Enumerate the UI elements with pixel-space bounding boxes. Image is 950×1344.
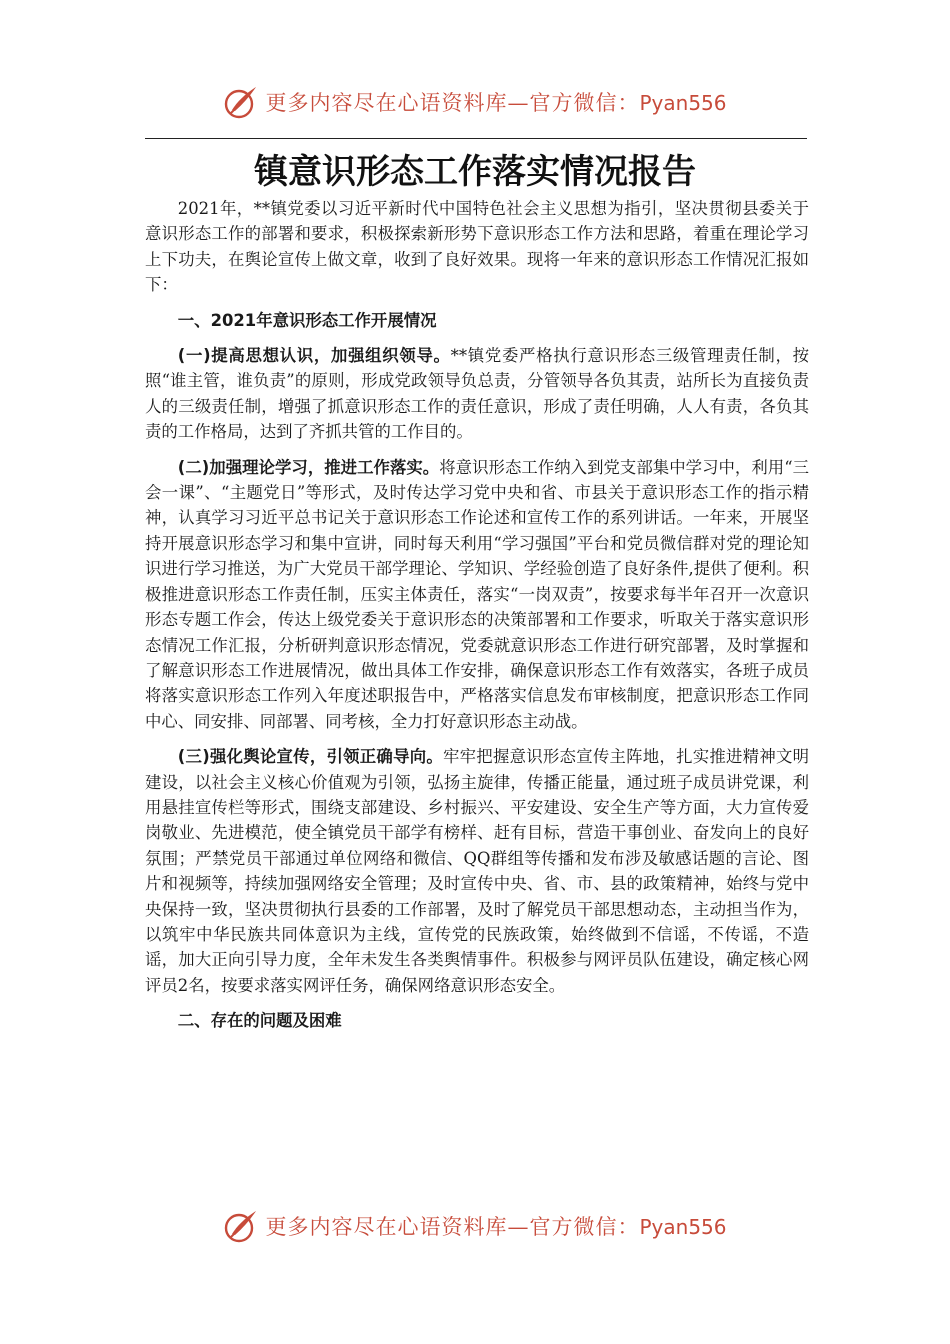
header-divider bbox=[145, 138, 807, 139]
item-paragraph-3 bbox=[145, 744, 809, 998]
banner-text bbox=[265, 1211, 726, 1241]
header-banner bbox=[0, 84, 950, 120]
item-paragraph-1 bbox=[145, 343, 809, 445]
banner-wechat-id: Pyan556 bbox=[639, 1215, 727, 1239]
section-heading-1: 一、2021年意识形态工作开展情况 bbox=[177, 310, 437, 330]
banner-label: 更多内容尽在心语资料库—官方微信： bbox=[265, 1215, 640, 1239]
intro-paragraph: 2021年，**镇党委以习近平新时代中国特色社会主义思想为指引，坚决贯彻县委关于意识形态工作的部署和要求，积极探索新形势下意识形态工作方法和思路，着重在理论学习上下功夫，在舆论宣传上做文章，收到了良好效果。现将一年来的意识形态工作情况汇报如下： bbox=[145, 199, 809, 295]
banner-text bbox=[265, 87, 726, 117]
item-paragraph-2 bbox=[145, 455, 809, 734]
banner-wechat-id: Pyan556 bbox=[639, 91, 727, 115]
section-heading-2: 二、存在的问题及困难 bbox=[177, 1011, 342, 1031]
item-body-3: 牢牢把握意识形态宣传主阵地，扎实推进精神文明建设，以社会主义核心价值观为引领，弘扬主旋律，传播正能量，通过班子成员讲党课，利用悬挂宣传栏等形式，围绕支部建设、乡村振兴、平安建设、安全生产等方面，大力宣传爱岗敬业、先进模范，使全镇党员干部学有榜样、赶有目标，营造干事创业、奋发向上的良好氛围；严禁党员干部通过单位网络和微信、QQ群组等传播和发布涉及敏感话题的言论、图片和视频等，持续加强网络安全管理；及时宣传中央、省、市、县的政策精神，始终与党中央保持一致，坚决贯彻执行县委的工作部署，及时了解党员干部思想动态，主动担当作为，以筑牢中华民族共同体意识为主线，宣传党的民族政策，始终做到不信谣，不传谣，不造谣，加大正向引导力度，全年未发生各类舆情事件。积极参与网评员队伍建设，确定核心网评员2名，按要求落实网评任务，确保网络意识形态安全。 bbox=[145, 747, 810, 995]
item-lead-3: (三)强化舆论宣传，引领正确导向。 bbox=[177, 747, 444, 767]
quill-logo-icon bbox=[223, 84, 259, 120]
item-lead-2: (二)加强理论学习，推进工作落实。 bbox=[177, 457, 440, 477]
item-body-1: **镇党委严格执行意识形态三级管理责任制，按照“谁主管，谁负责”的原则，形成党政领导负总责，分管领导各负其责，站所长为直接负责人的三级责任制，增强了抓意识形态工作的责任意识，形成了责任明确，人人有责，各负其责的工作格局，达到了齐抓共管的工作目的。 bbox=[145, 346, 809, 442]
item-lead-1: (一)提高思想认识，加强组织领导。 bbox=[177, 346, 451, 366]
item-body-2: 将意识形态工作纳入到党支部集中学习中，利用“三会一课”、“主题党日”等形式，及时传达学习党中央和省、市县关于意识形态工作的指示精神，认真学习习近平总书记关于意识形态工作论述和宣传工作的系列讲话。一年来，开展坚持开展意识形态学习和集中宣讲，同时每天利用“学习强国”平台和党员微信群对党的理论知识进行学习推送，为广大党员干部学理论、学知识、学经验创造了良好条件,提供了便利。积极推进意识形态工作责任制，压实主体责任，落实“一岗双责”，按要求每半年召开一次意识形态专题工作会，传达上级党委关于意识形态的决策部署和工作要求，听取关于落实意识形态情况工作汇报，分析研判意识形态情况，党委就意识形态工作进行研究部署，及时掌握和了解意识形态工作进展情况，做出具体工作安排，确保意识形态工作有效落实，各班子成员将落实意识形态工作列入年度述职报告中，严格落实信息发布审核制度，把意识形态工作同中心、同安排、同部署、同考核，全力打好意识形态主动战。 bbox=[145, 457, 809, 731]
document-body bbox=[145, 196, 809, 1044]
quill-logo-icon bbox=[223, 1208, 259, 1244]
footer-banner bbox=[0, 1208, 950, 1244]
document-title: 镇意识形态工作落实情况报告 bbox=[254, 152, 696, 192]
banner-label: 更多内容尽在心语资料库—官方微信： bbox=[265, 91, 640, 115]
